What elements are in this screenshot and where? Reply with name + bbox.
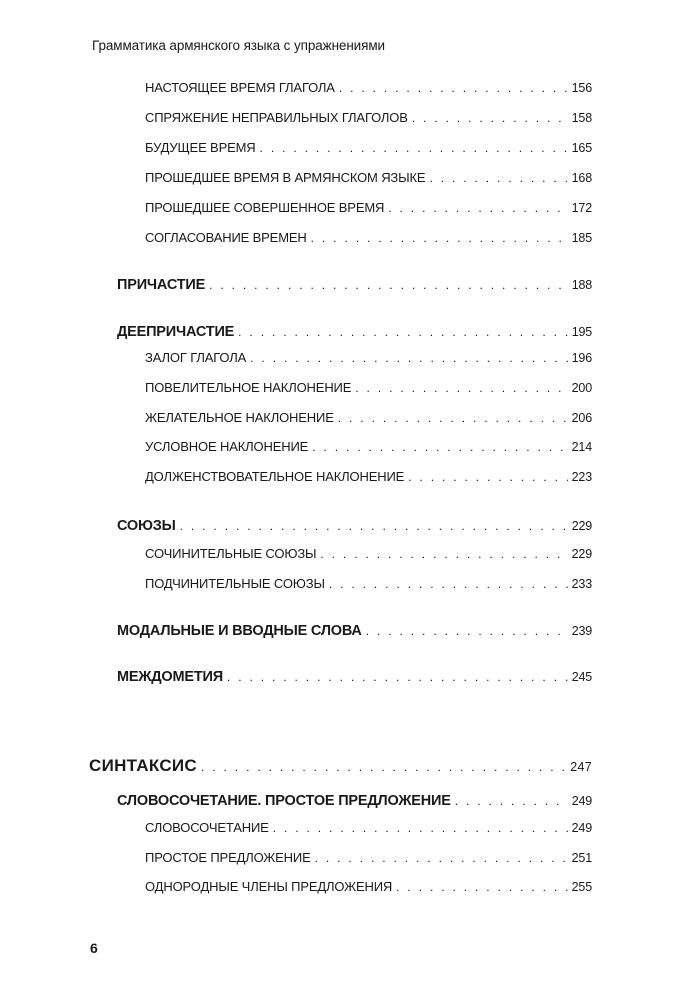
toc-chapter-entry[interactable] (117, 793, 592, 809)
dot-leader (408, 470, 567, 484)
toc-entry-page: 255 (571, 880, 592, 894)
dot-leader (412, 111, 568, 125)
toc-entry-title: МОДАЛЬНЫЕ И ВВОДНЫЕ СЛОВА (117, 623, 362, 639)
toc-entry[interactable] (145, 576, 592, 591)
toc-entry-page: 195 (571, 325, 592, 339)
toc-entry[interactable] (145, 410, 592, 425)
dot-leader (355, 381, 567, 395)
toc-chapter-entry[interactable] (117, 324, 592, 340)
dot-leader (201, 760, 566, 774)
toc-entry-title: СПРЯЖЕНИЕ НЕПРАВИЛЬНЫХ ГЛАГОЛОВ (145, 110, 408, 125)
toc-entry-title: УСЛОВНОЕ НАКЛОНЕНИЕ (145, 439, 309, 454)
toc-chapter-entry[interactable] (117, 623, 592, 639)
toc-entry-page: 156 (571, 81, 592, 95)
toc-entry-page: 229 (571, 547, 592, 561)
toc-entry-title: БУДУЩЕЕ ВРЕМЯ (145, 140, 256, 155)
toc-entry[interactable] (145, 850, 592, 865)
toc-entry-title: ЖЕЛАТЕЛЬНОЕ НАКЛОНЕНИЕ (145, 410, 334, 425)
toc-entry-page: 223 (571, 470, 592, 484)
toc-entry[interactable] (145, 820, 592, 835)
toc-entry-title: МЕЖДОМЕТИЯ (117, 669, 223, 685)
toc-chapter-entry[interactable] (117, 669, 592, 685)
dot-leader (366, 624, 568, 638)
toc-entry[interactable] (145, 469, 592, 484)
toc-entry-title: ПРОШЕДШЕЕ СОВЕРШЕННОЕ ВРЕМЯ (145, 200, 385, 215)
dot-leader (329, 577, 568, 591)
dot-leader (315, 851, 568, 865)
toc-entry-title: СЛОВОСОЧЕТАНИЕ (145, 820, 269, 835)
toc-entry-page: 249 (571, 794, 592, 808)
dot-leader (388, 201, 567, 215)
toc-entry-title: ДОЛЖЕНСТВОВАТЕЛЬНОЕ НАКЛОНЕНИЕ (145, 469, 405, 484)
toc-entry[interactable] (145, 80, 592, 95)
toc-entry-page: 188 (571, 278, 592, 292)
toc-entry-page: 214 (571, 440, 592, 454)
toc-entry-page: 196 (571, 351, 592, 365)
toc-entry[interactable] (145, 879, 592, 894)
toc-entry[interactable] (145, 110, 592, 125)
dot-leader (238, 325, 568, 339)
toc-entry-title: ПРОШЕДШЕЕ ВРЕМЯ В АРМЯНСКОМ ЯЗЫКЕ (145, 170, 426, 185)
toc-entry-title: ПРИЧАСТИЕ (117, 277, 206, 293)
toc-entry-page: 249 (571, 821, 592, 835)
dot-leader (250, 351, 567, 365)
dot-leader (311, 231, 568, 245)
toc-entry-page: 158 (571, 111, 592, 125)
dot-leader (180, 519, 568, 533)
toc-chapter-entry[interactable] (117, 518, 592, 534)
toc-entry-title: ПРОСТОЕ ПРЕДЛОЖЕНИЕ (145, 850, 311, 865)
toc-entry[interactable] (145, 380, 592, 395)
toc-entry-title: СЛОВОСОЧЕТАНИЕ. ПРОСТОЕ ПРЕДЛОЖЕНИЕ (117, 793, 451, 809)
toc-entry[interactable] (145, 200, 592, 215)
toc-entry-title: ПОВЕЛИТЕЛЬНОЕ НАКЛОНЕНИЕ (145, 380, 352, 395)
toc-entry-page: 185 (571, 231, 592, 245)
toc-entry[interactable] (145, 170, 592, 185)
toc-entry-title: СОЧИНИТЕЛЬНЫЕ СОЮЗЫ (145, 546, 317, 561)
dot-leader (227, 670, 568, 684)
dot-leader (320, 547, 567, 561)
toc-entry-page: 165 (571, 141, 592, 155)
toc-entry[interactable] (145, 140, 592, 155)
toc-part-entry[interactable] (89, 756, 592, 776)
dot-leader (429, 171, 567, 185)
toc-entry-title: СОГЛАСОВАНИЕ ВРЕМЕН (145, 230, 307, 245)
toc-entry-title: ЗАЛОГ ГЛАГОЛА (145, 350, 247, 365)
running-head: Грамматика армянского языка с упражнениями (92, 38, 385, 53)
toc-entry-title: ПОДЧИНИТЕЛЬНЫЕ СОЮЗЫ (145, 576, 325, 591)
dot-leader (273, 821, 568, 835)
toc-entry-page: 172 (571, 201, 592, 215)
page-number: 6 (90, 940, 98, 956)
toc-entry-page: 239 (571, 624, 592, 638)
toc-entry[interactable] (145, 230, 592, 245)
toc-entry[interactable] (145, 546, 592, 561)
toc-entry-page: 229 (571, 519, 592, 533)
dot-leader (339, 81, 568, 95)
toc-entry-title: СИНТАКСИС (89, 756, 197, 775)
toc-entry-page: 247 (570, 760, 592, 774)
toc-entry-page: 233 (571, 577, 592, 591)
dot-leader (338, 411, 568, 425)
dot-leader (209, 278, 568, 292)
toc-entry-page: 200 (571, 381, 592, 395)
toc-entry[interactable] (145, 350, 592, 365)
toc-entry-title: НАСТОЯЩЕЕ ВРЕМЯ ГЛАГОЛА (145, 80, 335, 95)
toc-entry[interactable] (145, 439, 592, 454)
toc-entry-page: 245 (571, 670, 592, 684)
toc-entry-title: СОЮЗЫ (117, 518, 176, 534)
toc-entry-page: 251 (571, 851, 592, 865)
toc-entry-title: ДЕЕПРИЧАСТИЕ (117, 324, 235, 340)
dot-leader (312, 440, 567, 454)
toc-chapter-entry[interactable] (117, 277, 592, 293)
dot-leader (396, 880, 567, 894)
dot-leader (455, 794, 568, 808)
dot-leader (260, 141, 568, 155)
toc-entry-page: 168 (571, 171, 592, 185)
toc-entry-title: ОДНОРОДНЫЕ ЧЛЕНЫ ПРЕДЛОЖЕНИЯ (145, 879, 393, 894)
toc-entry-page: 206 (571, 411, 592, 425)
